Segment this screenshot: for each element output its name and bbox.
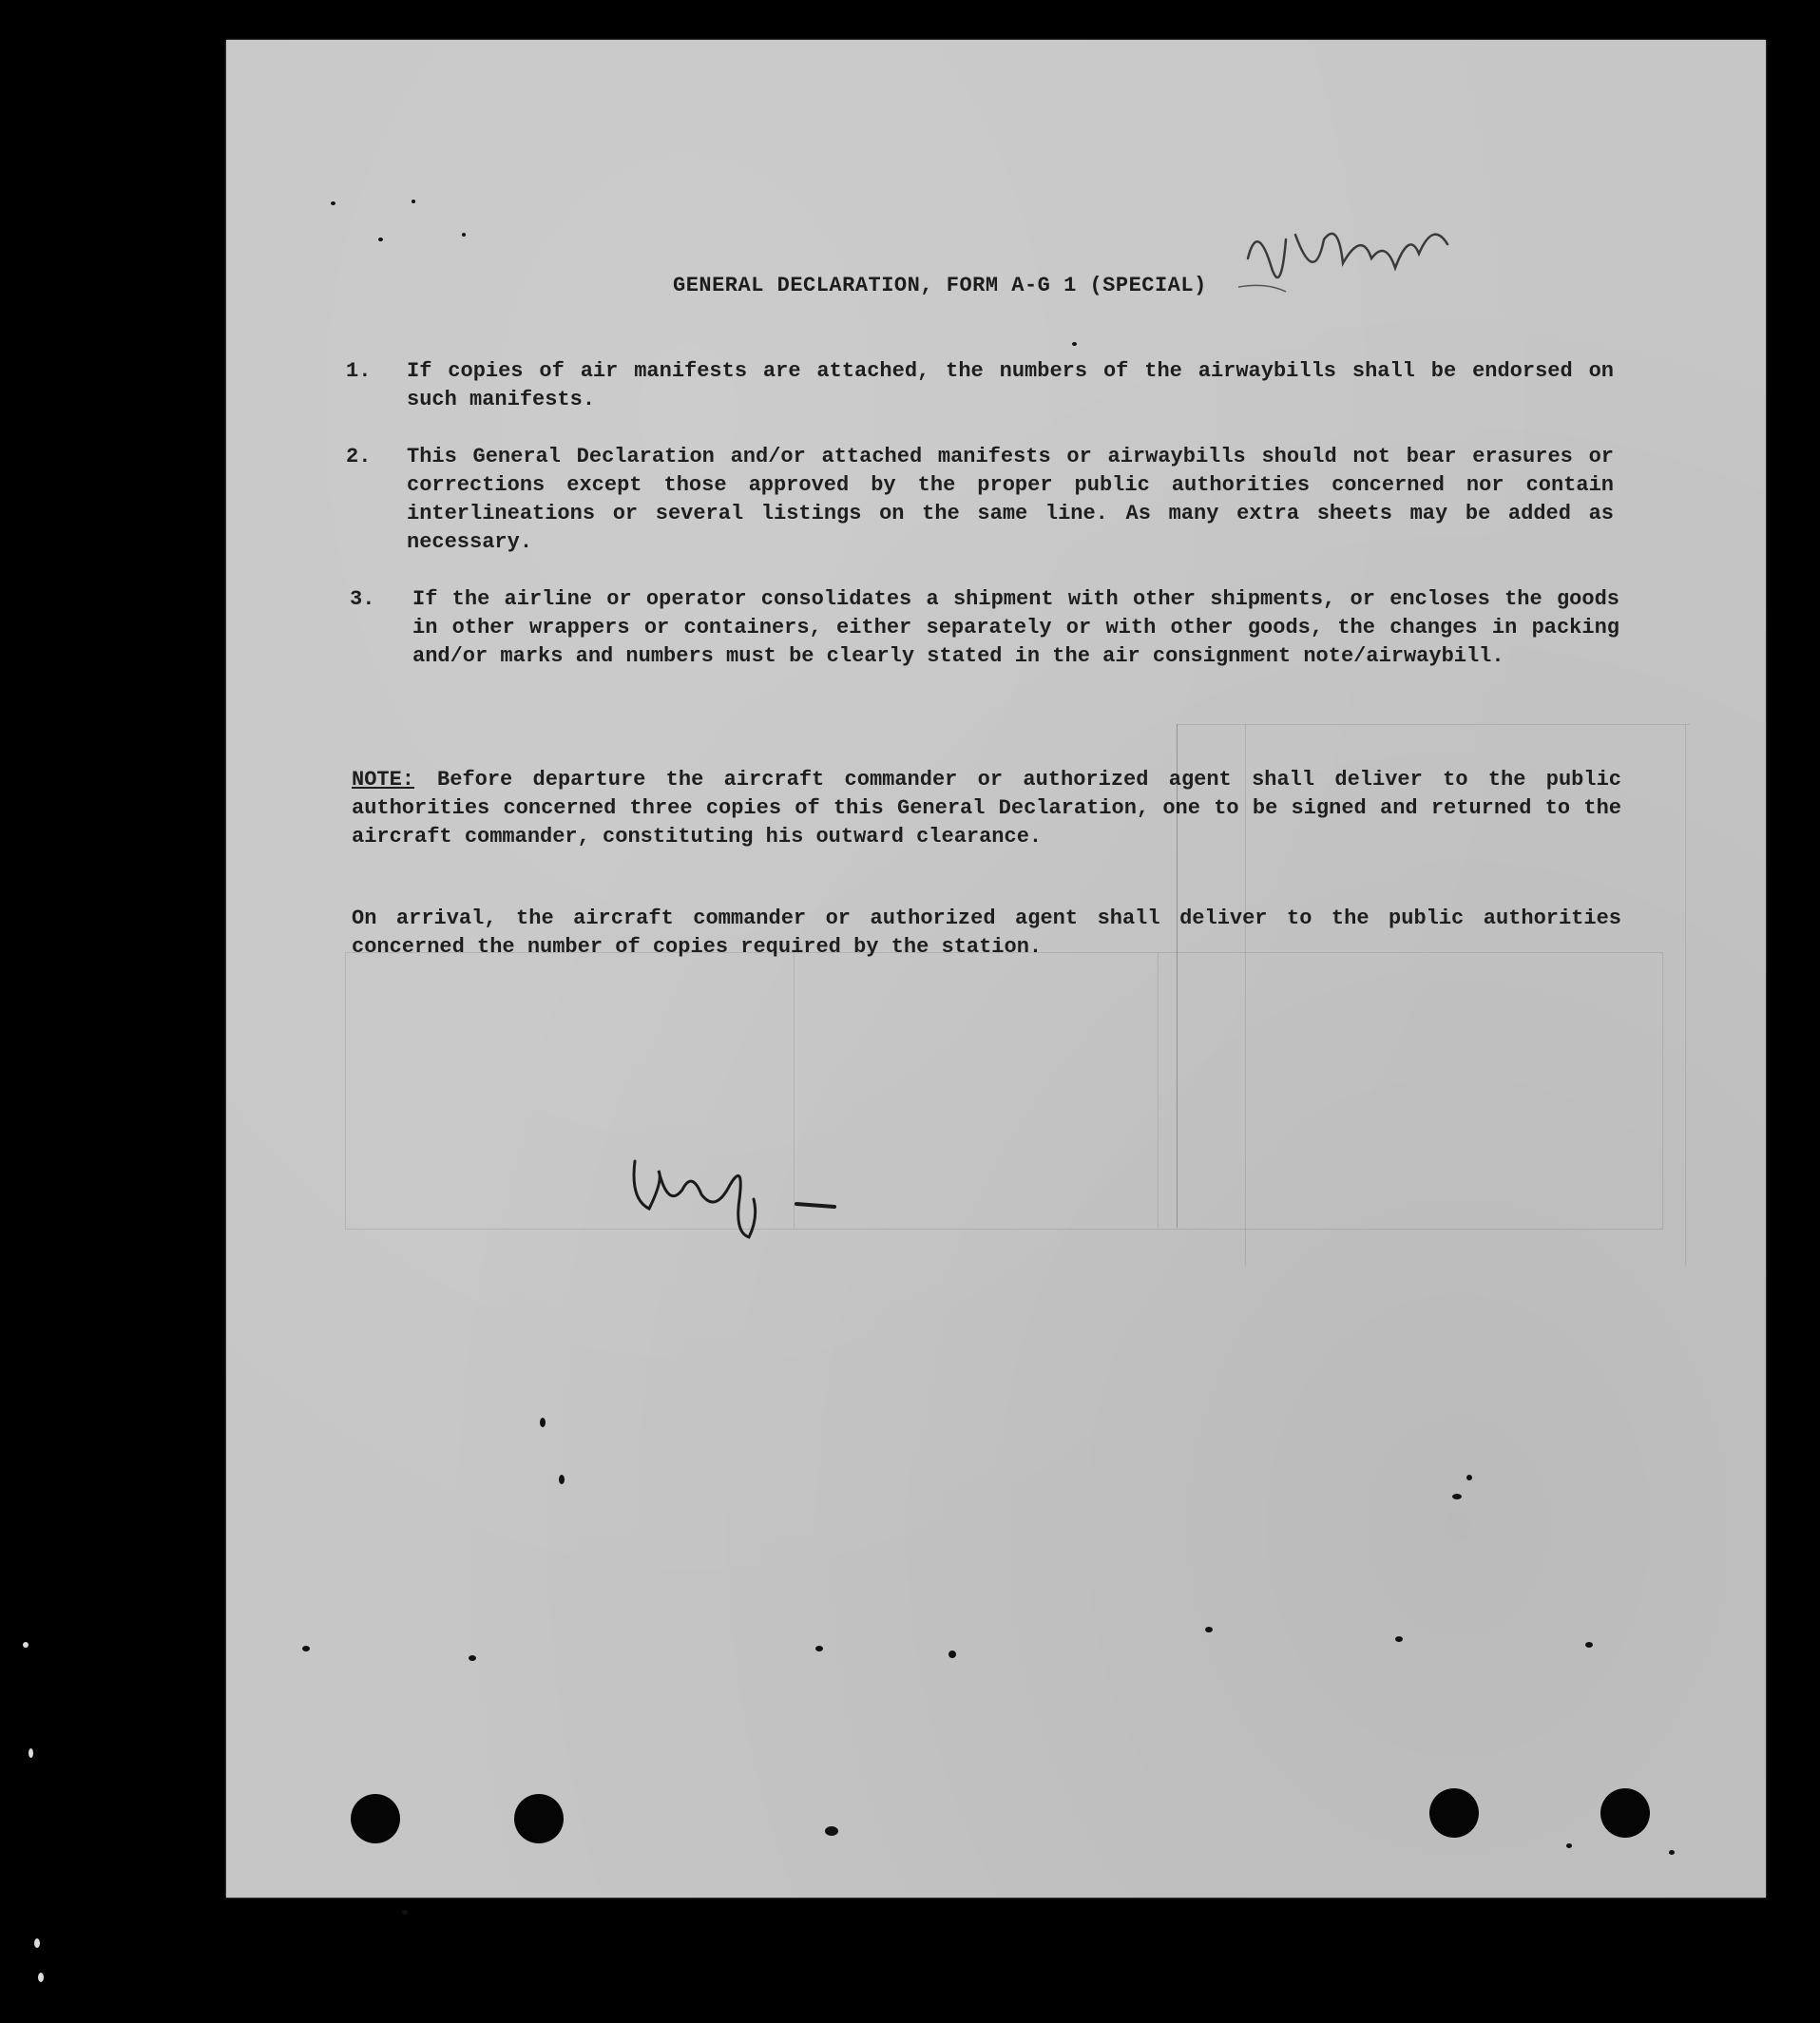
- speck: [412, 200, 415, 203]
- bleed-through-line: [1685, 724, 1686, 1266]
- punch-hole: [1600, 1788, 1650, 1838]
- bleed-through-line: [1158, 952, 1159, 1228]
- border-speck: [23, 1642, 29, 1648]
- speck: [1566, 1843, 1572, 1848]
- bleed-through-line: [1177, 724, 1690, 725]
- speck: [1395, 1636, 1403, 1642]
- speck: [402, 1910, 408, 1915]
- speck: [815, 1646, 823, 1651]
- instruction-item: If the airline or operator consolidates a shipment with other shipments, or encloses the goods in other wrappers or containers, either separately or with other goods, the changes in packing and/or marks and numbers must be clearly stated in the air consignment note/airwaybill.: [412, 587, 1619, 668]
- speck: [948, 1651, 956, 1658]
- border-speck: [38, 1973, 44, 1982]
- instruction-item: If copies of air manifests are attached, the numbers of the airwaybills shall be endorsed on such manifests.: [407, 359, 1614, 411]
- speck: [378, 238, 383, 241]
- handwritten-signature: [625, 1142, 872, 1247]
- note-text: Before departure the aircraft commander or authorized agent shall deliver to the public authorities concerned three copies of this General Declaration, one to be signed and returned to the aircraft commander, constituting his outward clearance.: [352, 768, 1621, 849]
- speck: [1452, 1494, 1462, 1499]
- speck: [1072, 342, 1077, 346]
- punch-hole: [514, 1794, 564, 1843]
- note-label: NOTE:: [352, 768, 415, 792]
- document-page: [226, 40, 1766, 1898]
- border-speck: [29, 1748, 33, 1758]
- arrival-paragraph: On arrival, the aircraft commander or authorized agent shall deliver to the public authorities concerned the number of copies required by the station.: [352, 907, 1621, 959]
- instruction-item: This General Declaration and/or attached manifests or airwaybills should not bear erasures or corrections except those approved by the proper public authorities concerned nor contain interlineations or several listings on the same line. As many extra sheets may be added as necessary.: [407, 445, 1614, 554]
- page-title: GENERAL DECLARATION, FORM A-G 1 (SPECIAL): [673, 274, 1207, 297]
- speck: [559, 1475, 565, 1484]
- speck: [469, 1655, 476, 1661]
- speck: [331, 201, 335, 205]
- item-number: 2.: [346, 445, 372, 468]
- speck: [1585, 1642, 1593, 1648]
- item-number: 1.: [346, 359, 372, 383]
- border-speck: [34, 1938, 40, 1948]
- speck: [462, 233, 466, 237]
- note-paragraph: [352, 766, 1621, 851]
- speck: [825, 1826, 838, 1836]
- punch-hole: [1429, 1788, 1479, 1838]
- speck: [540, 1418, 546, 1427]
- item-number: 3.: [350, 587, 375, 611]
- speck: [1669, 1850, 1675, 1855]
- bleed-through-box: [345, 952, 1663, 1230]
- speck: [1466, 1475, 1472, 1480]
- speck: [302, 1646, 310, 1651]
- punch-hole: [351, 1794, 400, 1843]
- handwritten-initials: [1229, 201, 1476, 315]
- speck: [1205, 1627, 1213, 1632]
